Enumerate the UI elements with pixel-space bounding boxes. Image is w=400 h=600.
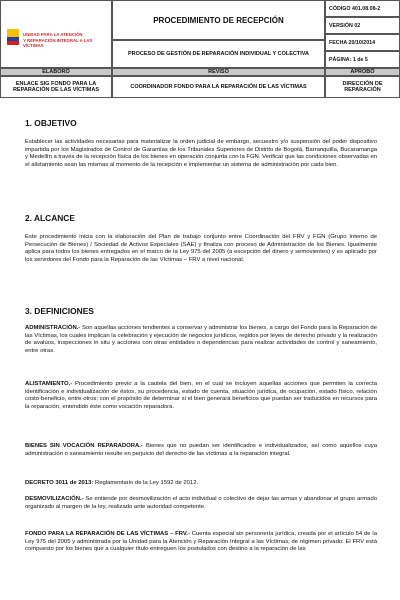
definition-text: Son aquellas acciones tendientes a conservar y administrar los bienes, a cargo del Fondo para la Reparación de las Víctimas, los cuales implican la celebración y ejecución de negocios jurídicos, regidos por leyes de derecho privado y la realización de avalúos, inspecciones in situ y acciones con otras entidades o dependencias para realizar actividades de control y saneamiento, entre otras. (25, 325, 377, 354)
definition-term: ADMINISTRACIÓN.- (25, 325, 81, 331)
alcance-text: Este procedimiento inicia con la elaboración del Plan de trabajo conjunto entre Coordinación del FRV y FGN (Grupo Interno de Persecución de Bienes) / Sociedad de Activos Especiales (SAE) y finaliza con proceso de Administración de los Bienes. Igualmente aplica para todos los bienes entregados en el marco de la Ley 975 del 2005 (a excepción del dinero y semovientes) y es aplicado por los servidores del Fondo para la Reparación de las Víctimas – FRV a nivel nacional. (25, 234, 377, 263)
logo-text (23, 32, 111, 49)
logo-text-line1: UNIDAD PARA LA ATENCIÓN (23, 32, 83, 37)
section-heading-alcance: 2. ALCANCE (25, 213, 75, 223)
definition-item (25, 381, 377, 411)
objetivo-text: Establecer las actividades necesarias para materializar la orden judicial de embargo, secuestro y/o suspensión del poder dispositivo impartida por los Magistrados de Control de Garantías de los Tribunales Superiores de Distrito de Bogotá, Barranquilla, Bucaramanga y Medellín a través de la recepción física de los bienes en operación conjunta con la FGN. Verificar que las condiciones observadas en el alistamiento sean las mismas al momento de la recepción e implementar un sistema de administración por cada bien. (25, 139, 378, 168)
definition-term: FONDO PARA LA REPARACIÓN DE LAS VÍCTIMAS – FRV.- (25, 531, 190, 537)
page-number: PÁGINA: 1 de 5 (325, 51, 400, 68)
definition-item (25, 325, 377, 355)
definition-item (25, 443, 377, 458)
definition-item (25, 480, 377, 488)
definition-text: Se entiende por desmovilización el acto individual o colectivo de dejar las armas y abandonar el grupo armado organizado al margen de la ley, realizado ante autoridad competente. (25, 496, 377, 510)
reviso-value: COORDINADOR FONDO PARA LA REPARACIÓN DE LAS VÍCTIMAS (112, 76, 325, 98)
definition-term: BIENES SIN VOCACIÓN REPARADORA.- (25, 443, 143, 449)
document-version: VERSIÓN 02 (325, 17, 400, 34)
definition-text: Bienes que no puedan ser identificados e individualizados, así como aquellos cuya administración o saneamiento resulte en perjuicio del derecho de las víctimas a la reparación integral. (25, 443, 377, 457)
document-date: FECHA 20/10/2014 (325, 34, 400, 51)
definition-text: Cuenta especial sin personería jurídica, creada por el artículo 54 de la Ley 975 del 2005 y administrada por la Unidad para la Atención y Reparación Integral a las Víctimas, de régimen privado. El FRV está compuesto por los bienes que a cualquier título entreguen los postulados con destino a la reparación de las (25, 531, 378, 553)
document-title: PROCEDIMIENTO DE RECEPCIÓN (112, 0, 325, 40)
reviso-header: REVISÓ (112, 68, 325, 76)
process-name: PROCESO DE GESTIÓN DE REPARACIÓN INDIVIDUAL Y COLECTIVA (112, 40, 325, 68)
logo-text-line2: Y REPARACIÓN INTEGRAL A LAS VÍCTIMAS (23, 37, 93, 48)
document-header (0, 0, 400, 98)
section-heading-definiciones: 3. DEFINICIONES (25, 306, 94, 316)
logo-cell (0, 0, 112, 68)
aprobo-header: APROBÓ (325, 68, 400, 76)
colombia-flag-icon (7, 29, 19, 45)
definition-item (25, 496, 377, 511)
definition-text: Procedimiento previo a la cautela del bien, en el cual se incluyen aquellas acciones que permiten la correcta identificación e individualización de éstos, su procedencia, estado de cuenta, situación jurídica, de ocupación, estado físico, relación costo-beneficio, entre otros; con el propósito de determinar si el bien generará beneficios que puedan ser traducidos en recursos para la reparación, entendido éste como vocación reparadora. (25, 381, 377, 410)
definition-item (25, 531, 377, 554)
aprobo-value: DIRECCIÓN DE REPARACIÓN (325, 76, 400, 98)
elaboro-header: ELABORÓ (0, 68, 112, 76)
definition-term: ALISTAMIENTO.- (25, 381, 73, 387)
definition-term: DESMOVILIZACIÓN.- (25, 496, 84, 502)
document-code: CÓDIGO 401.08.08-2 (325, 0, 400, 17)
section-heading-objetivo: 1. OBJETIVO (25, 118, 77, 128)
definition-term: DECRETO 3011 de 2013: (25, 480, 94, 486)
definition-text: Reglamentario de la Ley 1592 de 2012. (93, 480, 199, 486)
elaboro-value: ENLACE SIG FONDO PARA LA REPARACIÓN DE LAS VÍCTIMAS (0, 76, 112, 98)
